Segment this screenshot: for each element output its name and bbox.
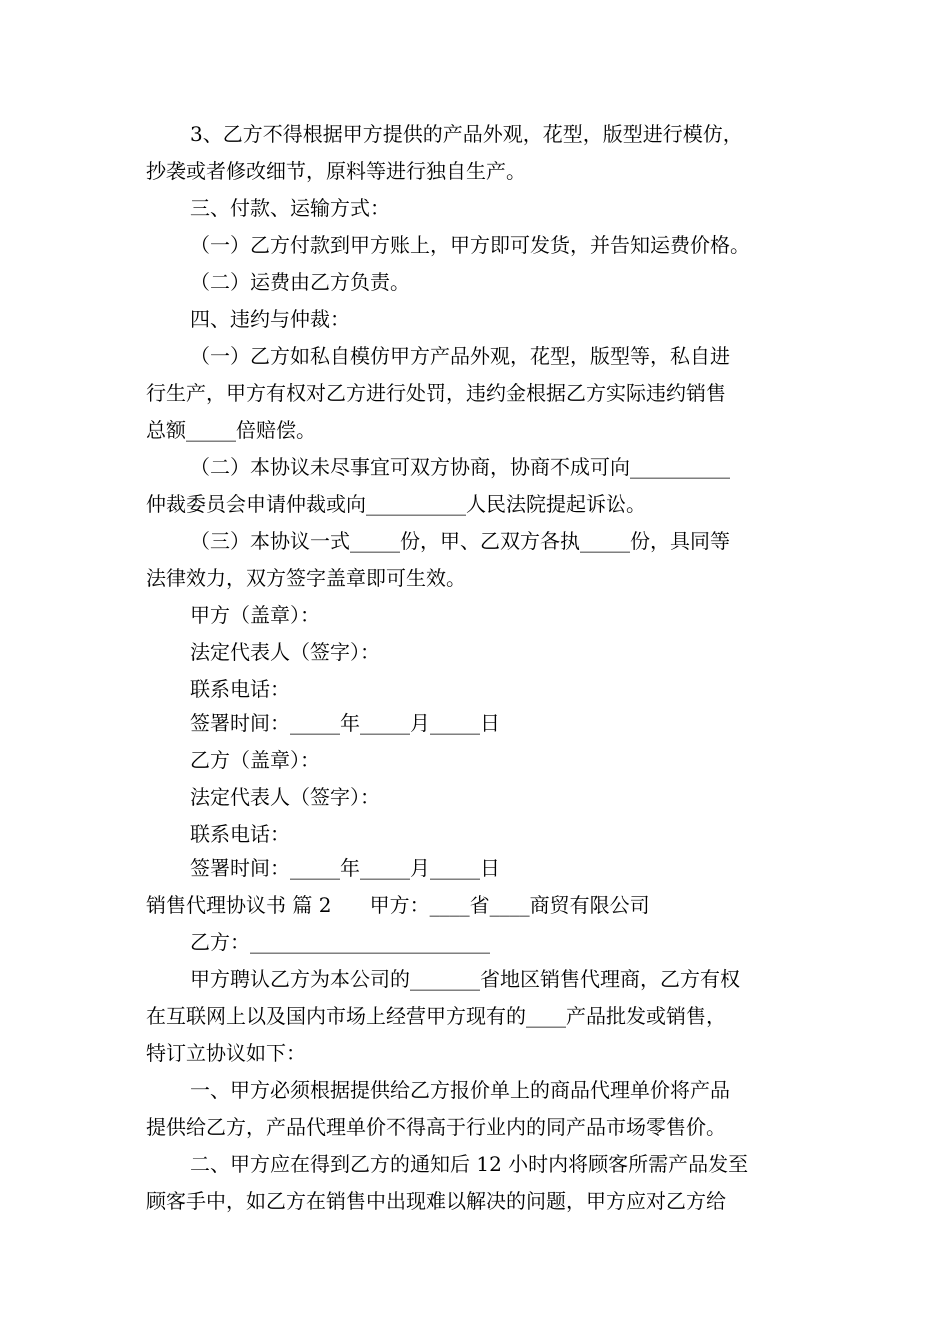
text-line: 一、甲方必须根据提供给乙方报价单上的商品代理单价将产品 — [190, 1078, 730, 1102]
section-heading: 四、违约与仲裁： — [190, 307, 350, 331]
text-line: 提供给乙方，产品代理单价不得高于行业内的同产品市场零售价。 — [146, 1115, 726, 1139]
text-line: 总额_____倍赔偿。 — [146, 418, 316, 442]
text-line: 乙方：________________________ — [190, 930, 490, 954]
signature-field: 乙方（盖章）： — [190, 748, 320, 772]
text-line: （二）本协议未尽事宜可双方协商，协商不成可向__________ — [190, 455, 730, 479]
text-line: 行生产，甲方有权对乙方进行处罚，违约金根据乙方实际违约销售 — [146, 381, 726, 405]
section-heading: 三、付款、运输方式： — [190, 196, 390, 220]
document-title-line: 销售代理协议书 篇 2 甲方：____省____商贸有限公司 — [146, 893, 650, 917]
text-line: 3、乙方不得根据甲方提供的产品外观，花型，版型进行模仿， — [190, 122, 743, 146]
signature-field: 联系电话： — [190, 822, 290, 846]
signature-field: 法定代表人（签字）： — [190, 640, 380, 664]
text-line: 抄袭或者修改细节，原料等进行独自生产。 — [146, 159, 526, 183]
text-line: 甲方聘认乙方为本公司的_______省地区销售代理商，乙方有权 — [190, 967, 740, 991]
text-line: 在互联网上以及国内市场上经营甲方现有的____产品批发或销售， — [146, 1004, 726, 1028]
text-line: 仲裁委员会申请仲裁或向__________人民法院提起诉讼。 — [146, 492, 646, 516]
text-line: 顾客手中，如乙方在销售中出现难以解决的问题，甲方应对乙方给 — [146, 1189, 726, 1213]
text-line: （二）运费由乙方负责。 — [190, 270, 410, 294]
text-line: 特订立协议如下： — [146, 1041, 306, 1065]
text-line: （一）乙方付款到甲方账上，甲方即可发货，并告知运费价格。 — [190, 233, 750, 257]
signature-field: 联系电话： — [190, 677, 290, 701]
text-line: （一）乙方如私自模仿甲方产品外观，花型，版型等，私自进 — [190, 344, 730, 368]
date-field: 签署时间：_____年_____月_____日 — [190, 711, 500, 735]
signature-field: 甲方（盖章）： — [190, 603, 320, 627]
signature-field: 法定代表人（签字）： — [190, 785, 380, 809]
date-field: 签署时间：_____年_____月_____日 — [190, 856, 500, 880]
text-line: 法律效力，双方签字盖章即可生效。 — [146, 566, 466, 590]
text-line: （三）本协议一式_____份，甲、乙双方各执_____份，具同等 — [190, 529, 730, 553]
text-line: 二、甲方应在得到乙方的通知后 12 小时内将顾客所需产品发至 — [190, 1152, 749, 1176]
